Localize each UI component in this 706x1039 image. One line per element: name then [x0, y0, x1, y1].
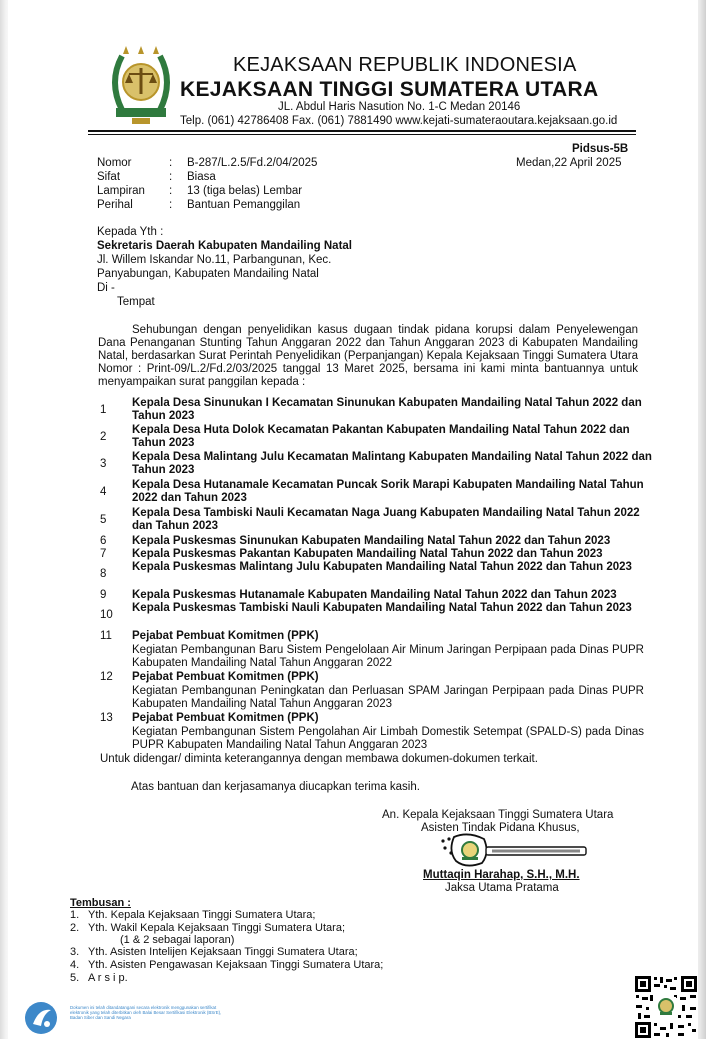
- list-item-title: Kepala Desa Sinunukan I Kecamatan Sinunukan Kabupaten Mandailing Natal Tahun 2022 dan Tahun 2023: [132, 397, 642, 422]
- recipient-name: Sekretaris Daerah Kabupaten Mandailing Natal: [97, 240, 352, 252]
- list-item-title: Kepala Desa Huta Dolok Kecamatan Pakantan Kabupaten Mandailing Natal Tahun 2022 dan Tahun 2023: [132, 424, 630, 449]
- cc-number: 3.: [70, 946, 80, 958]
- list-item-number: 5: [100, 514, 107, 526]
- list-item-number: 6: [100, 535, 107, 547]
- recipient-to: Kepada Yth :: [97, 226, 164, 238]
- list-item-number: 12: [100, 671, 113, 683]
- meta-sep: :: [169, 171, 173, 183]
- cc-number: 4.: [70, 959, 80, 971]
- header-rule-thin: [88, 134, 636, 135]
- recipient-tempat: Tempat: [117, 296, 155, 308]
- bsre-logo-icon: [23, 1000, 59, 1036]
- cc-item: A r s i p.: [88, 972, 128, 984]
- cc-number: 5.: [70, 972, 80, 984]
- list-item-title: Kepala Puskesmas Malintang Julu Kabupaten Mandailing Natal Tahun 2022 dan Tahun 2023: [132, 561, 632, 573]
- list-item-number: 4: [100, 486, 107, 498]
- list-item-number: 1: [100, 404, 107, 416]
- qr-code-icon: [634, 975, 698, 1039]
- cc-item: Yth. Asisten Pengawasan Kejaksaan Tinggi Sumatera Utara;: [88, 959, 384, 971]
- list-item-title: Pejabat Pembuat Komitmen (PPK): [132, 712, 319, 724]
- list-item-title: Kepala Desa Malintang Julu Kecamatan Malintang Kabupaten Mandailing Natal Tahun 2022 dan Tahun 2023: [132, 451, 652, 476]
- list-item-number: 13: [100, 712, 113, 724]
- closing-instruction: Untuk didengar/ diminta keterangannya dengan membawa dokumen-dokumen terkait.: [100, 753, 538, 765]
- header-office: KEJAKSAAN TINGGI SUMATERA UTARA: [180, 78, 599, 101]
- meta-sep: :: [169, 199, 173, 211]
- list-item-detail: Kegiatan Pembangunan Baru Sistem Pengelolaan Air Minum Jaringan Perpipaan pada Dinas PUPR Kabupaten Mandailing Natal Tahun Anggaran 2022: [132, 644, 644, 669]
- list-item-number: 8: [100, 568, 107, 580]
- kejaksaan-emblem-icon: [96, 42, 186, 128]
- meta-sep: :: [169, 185, 173, 197]
- list-item-number: 7: [100, 548, 107, 560]
- meta-sep: :: [169, 157, 173, 169]
- list-item-detail: Kegiatan Pembangunan Sistem Pengolahan Air Limbah Domestik Setempat (SPALD-S) pada Dinas PUPR Kabupaten Mandailing Natal Tahun Anggaran 2023: [132, 726, 644, 751]
- list-item-detail: Kegiatan Pembangunan Peningkatan dan Perluasan SPAM Jaringan Perpipaan pada Dinas PUPR Kabupaten Mandailing Natal Tahun Anggaran 2023: [132, 685, 644, 710]
- list-item-title: Kepala Puskesmas Sinunukan Kabupaten Mandailing Natal Tahun 2022 dan Tahun 2023: [132, 535, 611, 547]
- electronic-signature-stamp-icon: [440, 833, 590, 867]
- list-item-title: Kepala Puskesmas Hutanamale Kabupaten Mandailing Natal Tahun 2022 dan Tahun 2023: [132, 589, 617, 601]
- cc-title: Tembusan :: [70, 897, 131, 909]
- signer-name: Muttaqin Harahap, S.H., M.H.: [423, 869, 580, 881]
- bsre-disclaimer: Dokumen ini telah ditandatangani secara elektronik menggunakan sertifikat elektronik yang telah diterbitkan oleh Balai Besar Sertifikasi Elektronik (BSrE), Badan Siber dan Sandi Negara: [70, 1005, 222, 1021]
- letter-page: [8, 0, 698, 1039]
- meta-value-perihal: Bantuan Pemanggilan: [187, 199, 301, 211]
- list-item-number: 3: [100, 458, 107, 470]
- cc-item: Yth. Asisten Intelijen Kejaksaan Tinggi Sumatera Utara;: [88, 946, 358, 958]
- cc-number: 2.: [70, 922, 80, 934]
- meta-label: Lampiran: [97, 185, 145, 197]
- form-code: Pidsus-5B: [572, 143, 629, 155]
- intro-paragraph: Sehubungan dengan penyelidikan kasus dugaan tindak pidana korupsi dalam Penyelewengan Dana Penanganan Stunting Tahun Anggaran 2022 dan Tahun Anggaran 2023 di Kabupaten Mandailing Natal, berdasarkan Surat Perintah Penyelidikan (Perpanjangan) Kepala Kejaksaan Tinggi Sumatera Utara Nomor : Print-09/L.2/Fd.2/03/2025 tanggal 13 Maret 2025, bersama ini kami minta bantuannya untuk menyampaikan surat panggilan kepada :: [98, 324, 638, 388]
- recipient-address-1: Jl. Willem Iskandar No.11, Parbangunan, Kec.: [97, 254, 332, 266]
- list-item-title: Kepala Desa Hutanamale Kecamatan Puncak Sorik Marapi Kabupaten Mandailing Natal Tahun 2022 dan Tahun 2023: [132, 479, 644, 504]
- header-contact: Telp. (061) 42786408 Fax. (061) 7881490 www.kejati-sumateraoutara.kejaksaan.go.id: [180, 115, 618, 127]
- cc-number: 1.: [70, 909, 80, 921]
- header-address: JL. Abdul Haris Nasution No. 1-C Medan 20146: [278, 101, 521, 113]
- header-rule: [88, 130, 636, 132]
- cc-item: Yth. Kepala Kejaksaan Tinggi Sumatera Utara;: [88, 909, 316, 921]
- list-item-title: Pejabat Pembuat Komitmen (PPK): [132, 671, 319, 683]
- meta-value-nomor: B-287/L.2.5/Fd.2/04/2025: [187, 157, 318, 169]
- meta-label: Nomor: [97, 157, 132, 169]
- signer-rank: Jaksa Utama Pratama: [445, 882, 559, 894]
- cc-note: (1 & 2 sebagai laporan): [120, 934, 235, 946]
- recipient-address-2: Panyabungan, Kabupaten Mandailing Natal: [97, 268, 319, 280]
- header-institution: KEJAKSAAN REPUBLIK INDONESIA: [233, 54, 577, 76]
- list-item-title: Pejabat Pembuat Komitmen (PPK): [132, 630, 319, 642]
- list-item-title: Kepala Puskesmas Pakantan Kabupaten Mandailing Natal Tahun 2022 dan Tahun 2023: [132, 548, 603, 560]
- list-item-number: 9: [100, 589, 107, 601]
- list-item-number: 2: [100, 431, 107, 443]
- meta-label: Perihal: [97, 199, 133, 211]
- meta-label: Sifat: [97, 171, 121, 183]
- recipient-di: Di -: [97, 282, 115, 294]
- list-item-number: 10: [100, 609, 113, 621]
- meta-value-sifat: Biasa: [187, 171, 216, 183]
- list-item-title: Kepala Desa Tambiski Nauli Kecamatan Naga Juang Kabupaten Mandailing Natal Tahun 2022 dan Tahun 2023: [132, 507, 640, 532]
- list-item-title: Kepala Puskesmas Tambiski Nauli Kabupaten Mandailing Natal Tahun 2022 dan Tahun 2023: [132, 602, 632, 614]
- cc-item: Yth. Wakil Kepala Kejaksaan Tinggi Sumatera Utara;: [88, 922, 346, 934]
- signature-position: Asisten Tindak Pidana Khusus,: [421, 822, 580, 834]
- place-date: Medan,22 April 2025: [516, 157, 622, 169]
- closing-thanks: Atas bantuan dan kerjasamanya diucapkan terima kasih.: [131, 781, 420, 793]
- list-item-number: 11: [100, 630, 112, 642]
- meta-value-lampiran: 13 (tiga belas) Lembar: [187, 185, 303, 197]
- signature-on-behalf: An. Kepala Kejaksaan Tinggi Sumatera Utara: [382, 809, 614, 821]
